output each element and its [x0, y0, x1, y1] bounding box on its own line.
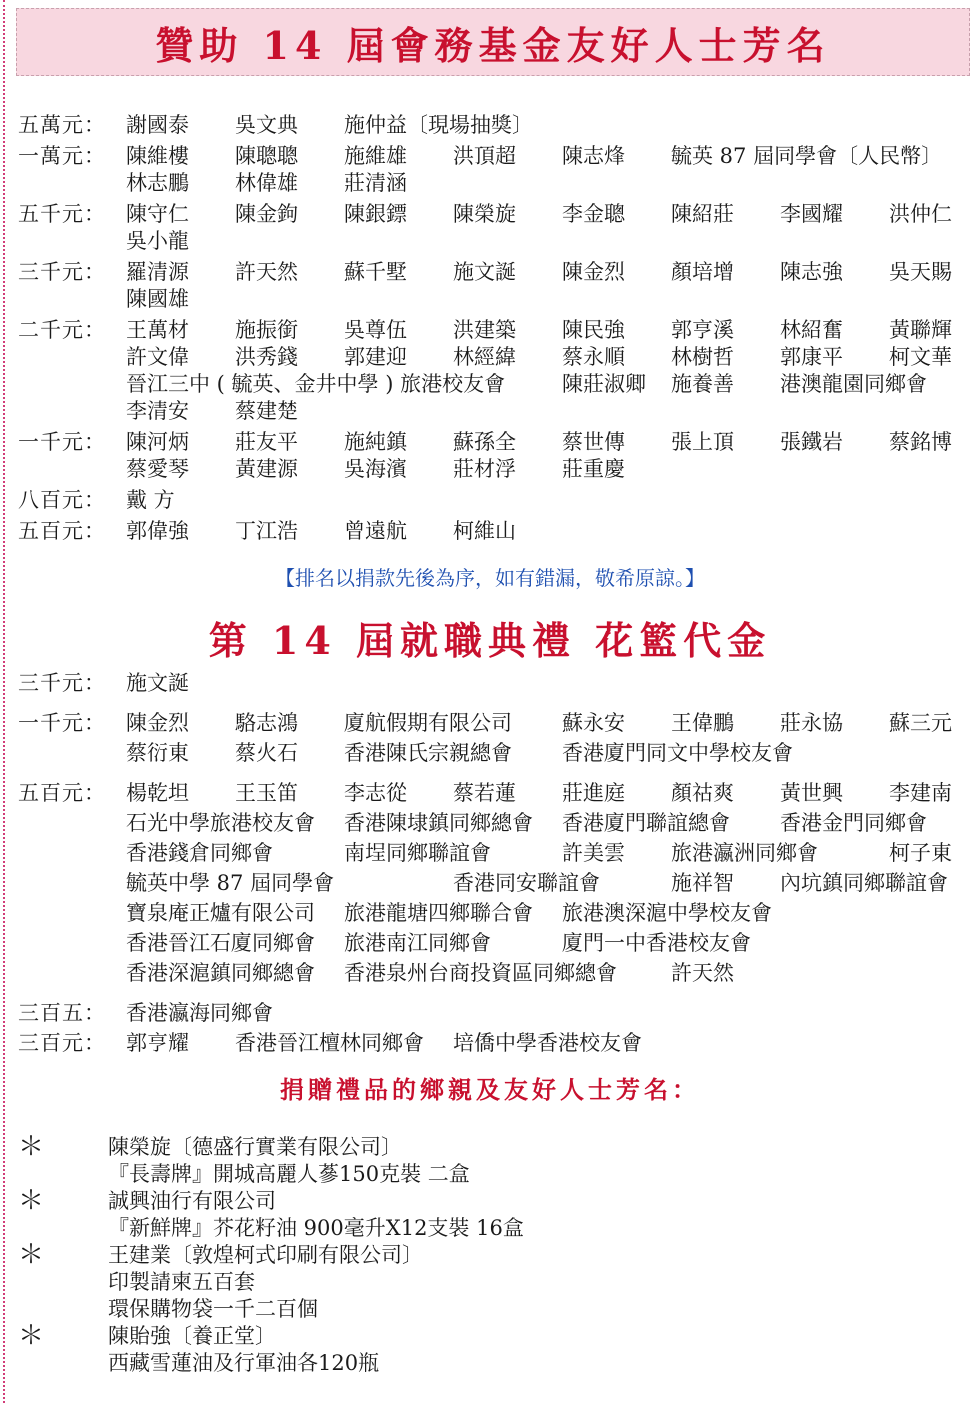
- donor-name: 王玉笛: [235, 781, 298, 805]
- donor-name: 羅清源: [126, 260, 189, 284]
- donor-name: 李清安: [126, 399, 189, 423]
- donor-name: 郭康平: [780, 345, 843, 369]
- amount-label: 一萬元：: [18, 144, 106, 168]
- donor-name: 顏培增: [671, 260, 734, 284]
- donor-name: 莊進庭: [562, 781, 625, 805]
- donor-name: 蔡若蓮: [453, 781, 516, 805]
- fund-row: [18, 201, 968, 255]
- donor-name: 李建南: [889, 781, 952, 805]
- donor-name: 旅港龍塘四鄉聯合會: [344, 901, 533, 925]
- flower-row: [18, 998, 968, 1028]
- amount-label: 三千元：: [18, 260, 106, 284]
- donor-name: 陳聰聰: [235, 144, 298, 168]
- donor-name: 港澳龍園同鄉會: [780, 372, 927, 396]
- donor-name: 林志鵬: [126, 171, 189, 195]
- donor-name: 楊乾坦: [126, 781, 189, 805]
- donor-name: 洪頂超: [453, 144, 516, 168]
- donor-name: 洪秀錢: [235, 345, 298, 369]
- donor-name: 曾遠航: [344, 519, 407, 543]
- donor-name: 晉江三中 ( 毓英、金井中學 ) 旅港校友會: [126, 372, 506, 396]
- donor-name: 蔡愛琴: [126, 457, 189, 481]
- donor-name: 莊材浮: [453, 457, 516, 481]
- donor-name: 香港晉江石廈同鄉會: [126, 931, 315, 955]
- left-dotted-border: [3, 0, 5, 1403]
- donor-name: 洪仲仁: [889, 202, 952, 226]
- donor-name: 香港錢倉同鄉會: [126, 841, 273, 865]
- donor-name: 陳莊淑卿: [562, 372, 646, 396]
- donor-name: 培僑中學香港校友會: [453, 1031, 642, 1055]
- bullet: ＊: [18, 1321, 45, 1351]
- donor-name: 香港金門同鄉會: [780, 811, 927, 835]
- donor-name: 香港同安聯誼會: [453, 871, 600, 895]
- donor-name: 石光中學旅港校友會: [126, 811, 315, 835]
- donor-name: 張鐵岩: [780, 430, 843, 454]
- donor-name: 吳小龍: [126, 229, 189, 253]
- donor-name: 蔡世傳: [562, 430, 625, 454]
- donor-name: 陳金鉤: [235, 202, 298, 226]
- donor-name: 林經緯: [453, 345, 516, 369]
- title-banner: [16, 8, 970, 76]
- flower-row: [18, 668, 968, 698]
- donor-name: 吳文典: [235, 113, 298, 137]
- gift-line: 誠興油行有限公司: [108, 1189, 276, 1213]
- donor-name: 許美雲: [562, 841, 625, 865]
- donor-name: 內坑鎮同鄉聯誼會: [780, 871, 948, 895]
- fund-row: [18, 317, 968, 425]
- donor-name: 許天然: [235, 260, 298, 284]
- donor-name: 施振銜: [235, 318, 298, 342]
- gift-line: 王建業〔敦煌柯式印刷有限公司〕: [108, 1243, 423, 1267]
- donor-name: 莊重慶: [562, 457, 625, 481]
- donor-name: 蔡永順: [562, 345, 625, 369]
- fund-row: [18, 518, 968, 545]
- donor-name: 蔡衍東: [126, 741, 189, 765]
- donor-name: 陳金烈: [126, 711, 189, 735]
- flower-row: [18, 778, 968, 988]
- donor-name: 謝國泰: [126, 113, 189, 137]
- gift-line: 西藏雪蓮油及行軍油各120瓶: [108, 1351, 380, 1375]
- donor-name: 毓英中學 87 屆同學會: [126, 871, 335, 895]
- donor-name: 王偉鵬: [671, 711, 734, 735]
- donor-name: 蘇三元: [889, 711, 952, 735]
- donor-name: 陳志強: [780, 260, 843, 284]
- gift-line: 『新鮮牌』芥花籽油 900毫升X12支裝 16盒: [108, 1216, 524, 1240]
- donor-name: 黃世興: [780, 781, 843, 805]
- donor-name: 香港廈門同文中學校友會: [562, 741, 793, 765]
- gift-entry: [18, 1323, 968, 1377]
- donor-name: 莊友平: [235, 430, 298, 454]
- amount-label: 五百元：: [18, 519, 106, 543]
- gift-line: 環保購物袋一千二百個: [108, 1297, 318, 1321]
- gift-line: 『長壽牌』開城高麗人蔘150克裝 二盒: [108, 1162, 470, 1186]
- gift-line: 陳貽強〔養正堂〕: [108, 1324, 276, 1348]
- fund-row: [18, 429, 968, 483]
- donor-name: 許文偉: [126, 345, 189, 369]
- donor-name: 蘇千墅: [344, 260, 407, 284]
- donor-name: 蔡火石: [235, 741, 298, 765]
- donor-name: 陳銀鏢: [344, 202, 407, 226]
- amount-label: 五千元：: [18, 202, 106, 226]
- donor-name: 陳守仁: [126, 202, 189, 226]
- donor-name: 陳志烽: [562, 144, 625, 168]
- donor-name: 李國耀: [780, 202, 843, 226]
- donor-name: 蔡建楚: [235, 399, 298, 423]
- donor-name: 寶泉庵正爐有限公司: [126, 901, 315, 925]
- donor-name: 施文誕: [453, 260, 516, 284]
- amount-label: 一千元：: [18, 430, 106, 454]
- donor-name: 旅港澳深滬中學校友會: [562, 901, 772, 925]
- fund-row: [18, 143, 968, 197]
- donor-name: 李志從: [344, 781, 407, 805]
- flower-row: [18, 708, 968, 768]
- donor-name: 郭建迎: [344, 345, 407, 369]
- donor-name: 駱志鴻: [235, 711, 298, 735]
- donor-name: 香港深滬鎮同鄉總會: [126, 961, 315, 985]
- ordering-note: 【排名以捐款先後為序，如有錯漏，敬希原諒。】: [275, 566, 705, 590]
- donor-name: 施祥智: [671, 871, 734, 895]
- donor-name: 郭偉強: [126, 519, 189, 543]
- donor-name: 施純鎮: [344, 430, 407, 454]
- donor-name: 陳金烈: [562, 260, 625, 284]
- gift-line: 陳榮旋〔德盛行實業有限公司〕: [108, 1135, 402, 1159]
- donor-name: 王萬材: [126, 318, 189, 342]
- donor-name: 吳天賜: [889, 260, 952, 284]
- amount-label: 一千元：: [18, 711, 106, 735]
- donor-name: 蔡銘博: [889, 430, 952, 454]
- donor-name: 旅港南江同鄉會: [344, 931, 491, 955]
- page-title: 贊助 14 屆會務基金友好人士芳名: [155, 22, 831, 68]
- gift-entry: [18, 1188, 968, 1242]
- donor-name: 洪建築: [453, 318, 516, 342]
- donor-name: 香港晉江檀林同鄉會: [235, 1031, 424, 1055]
- fund-row: [18, 487, 968, 514]
- donor-name: 顏祜爽: [671, 781, 734, 805]
- donor-name: 毓英 87 屆同學會〔人民幣〕: [671, 144, 943, 168]
- donor-name: 戴 方: [126, 488, 175, 512]
- donor-name: 廈航假期有限公司: [344, 711, 512, 735]
- donor-name: 柯子東: [889, 841, 952, 865]
- donor-name: 張上頂: [671, 430, 734, 454]
- donor-name: 香港陳氏宗親總會: [344, 741, 512, 765]
- donor-name: 施文誕: [126, 671, 189, 695]
- amount-label: 三千元：: [18, 671, 106, 695]
- donor-name: 陳維樓: [126, 144, 189, 168]
- donor-name: 陳紹莊: [671, 202, 734, 226]
- donor-name: 丁江浩: [235, 519, 298, 543]
- amount-label: 三百五：: [18, 1001, 106, 1025]
- donor-name: 香港泉州台商投資區同鄉總會: [344, 961, 617, 985]
- flower-basket-title: 第 14 屆就職典禮 花籃代金: [208, 618, 772, 663]
- flower-list: [18, 668, 968, 1068]
- fund-row: [18, 112, 968, 139]
- donor-name: 莊清涵: [344, 171, 407, 195]
- fund-row: [18, 259, 968, 313]
- donor-name: 許天然: [671, 961, 734, 985]
- donor-name: 香港廈門聯誼總會: [562, 811, 730, 835]
- amount-label: 八百元：: [18, 488, 106, 512]
- donor-name: 廈門一中香港校友會: [562, 931, 751, 955]
- donor-name: 香港瀛海同鄉會: [126, 1001, 273, 1025]
- donor-name: 郭亨溪: [671, 318, 734, 342]
- donor-name: 施養善: [671, 372, 734, 396]
- donor-name: 林紹奮: [780, 318, 843, 342]
- donor-name: 施維雄: [344, 144, 407, 168]
- donor-name: 施仲益〔現場抽獎〕: [344, 113, 533, 137]
- flower-row: [18, 1028, 968, 1058]
- gift-line: 印製請柬五百套: [108, 1270, 255, 1294]
- amount-label: 三百元：: [18, 1031, 106, 1055]
- fund-list: [18, 112, 968, 549]
- donor-name: 柯文華: [889, 345, 952, 369]
- donor-name: 香港陳埭鎮同鄉總會: [344, 811, 533, 835]
- gift-entry: [18, 1134, 968, 1188]
- donor-name: 李金聰: [562, 202, 625, 226]
- donor-name: 旅港瀛洲同鄉會: [671, 841, 818, 865]
- donor-name: 林樹哲: [671, 345, 734, 369]
- bullet: ＊: [18, 1186, 45, 1216]
- donor-name: 陳河炳: [126, 430, 189, 454]
- amount-label: 五百元：: [18, 781, 106, 805]
- donor-name: 郭亨耀: [126, 1031, 189, 1055]
- donor-name: 林偉雄: [235, 171, 298, 195]
- donor-name: 黃聯輝: [889, 318, 952, 342]
- donor-name: 蘇孫全: [453, 430, 516, 454]
- donor-name: 吳海濱: [344, 457, 407, 481]
- donor-name: 莊永協: [780, 711, 843, 735]
- donor-name: 陳國雄: [126, 287, 189, 311]
- bullet: ＊: [18, 1132, 45, 1162]
- donor-name: 蘇永安: [562, 711, 625, 735]
- bullet: ＊: [18, 1240, 45, 1270]
- gift-donors-title: 捐贈禮品的鄉親及友好人士芳名：: [280, 1075, 700, 1104]
- amount-label: 五萬元：: [18, 113, 106, 137]
- donor-name: 南埕同鄉聯誼會: [344, 841, 491, 865]
- donor-name: 柯維山: [453, 519, 516, 543]
- donor-name: 黃建源: [235, 457, 298, 481]
- donor-name: 陳民強: [562, 318, 625, 342]
- donor-name: 陳榮旋: [453, 202, 516, 226]
- amount-label: 二千元：: [18, 318, 106, 342]
- gift-entry: [18, 1242, 968, 1323]
- gift-list: [18, 1134, 968, 1377]
- donor-name: 吳尊伍: [344, 318, 407, 342]
